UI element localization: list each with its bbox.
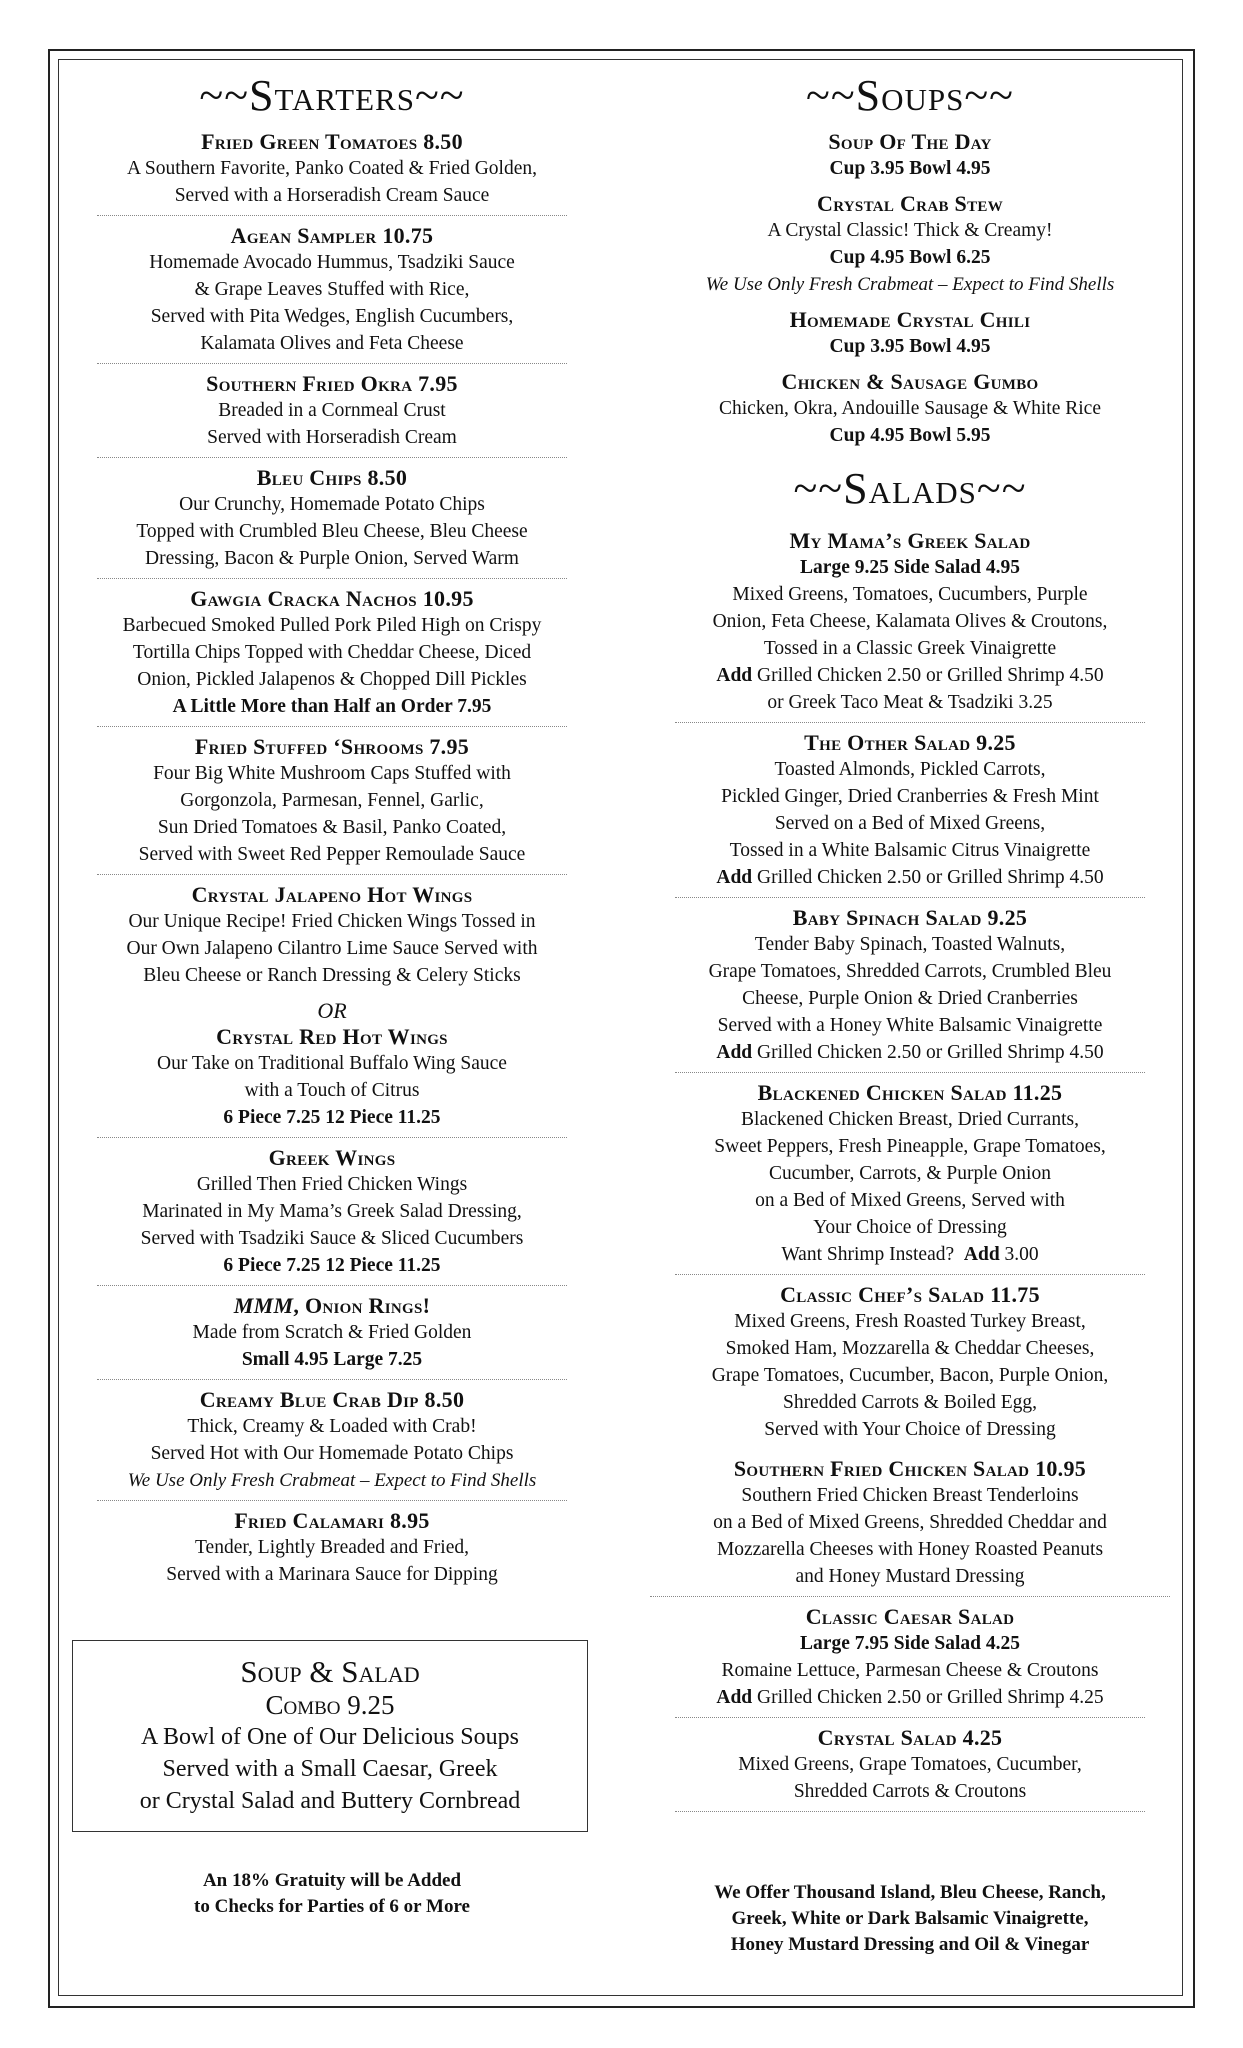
item-desc: Tender Baby Spinach, Toasted Walnuts, xyxy=(754,934,1066,955)
item-title: Crystal Salad 4.25 xyxy=(817,1725,1003,1750)
item-desc: Tossed in a White Balsamic Citrus Vinaigrette xyxy=(729,840,1091,861)
menu-item xyxy=(97,368,567,458)
item-desc: Sweet Peppers, Fresh Pineapple, Grape Tomatoes, xyxy=(714,1136,1106,1157)
item-desc: Our Unique Recipe! Fried Chicken Wings Tossed in xyxy=(128,911,536,932)
combo-title: Soup & Salad xyxy=(240,1654,420,1689)
menu-item xyxy=(675,727,1145,898)
starters-column xyxy=(72,70,592,1598)
want-shrimp-text: Want Shrimp Instead? xyxy=(781,1244,955,1265)
item-title: Chicken & Sausage Gumbo xyxy=(781,369,1039,394)
menu-item xyxy=(675,188,1145,300)
menu-item xyxy=(97,220,567,364)
item-add xyxy=(675,662,1145,689)
item-title xyxy=(97,1292,567,1319)
menu-item xyxy=(650,1453,1170,1597)
item-title: Crystal Jalapeno Hot Wings xyxy=(191,882,473,907)
item-title-rest: , Onion Rings! xyxy=(293,1293,431,1318)
item-desc: A Crystal Classic! Thick & Creamy! xyxy=(767,220,1053,241)
add-options: Grilled Chicken 2.50 or Grilled Shrimp 4.50 xyxy=(757,1042,1104,1063)
gratuity-line: to Checks for Parties of 6 or More xyxy=(194,1896,470,1917)
item-desc: Served with Your Choice of Dressing xyxy=(764,1419,1056,1440)
item-desc: Served with Horseradish Cream xyxy=(207,427,457,448)
combo-price: Combo 9.25 xyxy=(265,1690,395,1720)
item-desc: Toasted Almonds, Pickled Carrots, xyxy=(774,759,1046,780)
item-desc: Cheese, Purple Onion & Dried Cranberries xyxy=(742,988,1078,1009)
item-title: Fried Green Tomatoes 8.50 xyxy=(201,129,463,154)
dressing-note xyxy=(650,1880,1170,1958)
item-desc: Tossed in a Classic Greek Vinaigrette xyxy=(763,638,1057,659)
item-price: 6 Piece 7.25 12 Piece 11.25 xyxy=(223,1255,441,1276)
menu-item xyxy=(675,902,1145,1073)
item-desc: or Greek Taco Meat & Tsadziki 3.25 xyxy=(767,692,1053,713)
soups-heading: ~~Soups~~ xyxy=(806,71,1014,120)
item-desc: Romaine Lettuce, Parmesan Cheese & Croutons xyxy=(721,1660,1099,1681)
item-desc: Tortilla Chips Topped with Cheddar Cheese, Diced xyxy=(132,642,532,663)
item-desc: Shredded Carrots & Boiled Egg, xyxy=(782,1392,1037,1413)
dressing-line: Honey Mustard Dressing and Oil & Vinegar xyxy=(730,1934,1090,1955)
item-title: Bleu Chips 8.50 xyxy=(256,465,408,490)
menu-item xyxy=(97,1142,567,1286)
combo-desc: or Crystal Salad and Buttery Cornbread xyxy=(139,1788,521,1814)
item-desc: Onion, Pickled Jalapenos & Chopped Dill Pickles xyxy=(137,669,527,690)
gratuity-line: An 18% Gratuity will be Added xyxy=(202,1870,462,1891)
item-desc: Mixed Greens, Grape Tomatoes, Cucumber, xyxy=(738,1754,1082,1775)
item-note: We Use Only Fresh Crabmeat – Expect to Find Shells xyxy=(705,274,1115,295)
add-label: Add xyxy=(716,867,753,888)
combo-desc: A Bowl of One of Our Delicious Soups xyxy=(141,1724,519,1750)
dressing-line: We Offer Thousand Island, Bleu Cheese, Ranch, xyxy=(714,1882,1106,1903)
menu-item xyxy=(675,1077,1145,1275)
item-desc: Served with a Marinara Sauce for Dipping xyxy=(166,1564,498,1585)
item-title: My Mama’s Greek Salad xyxy=(789,528,1031,553)
item-desc: Our Take on Traditional Buffalo Wing Sauce xyxy=(157,1053,507,1074)
item-title: Baby Spinach Salad 9.25 xyxy=(792,905,1028,930)
add-options: Grilled Chicken 2.50 or Grilled Shrimp 4.50 xyxy=(757,867,1104,888)
item-desc: Smoked Ham, Mozzarella & Cheddar Cheeses, xyxy=(725,1338,1095,1359)
item-desc: Our Crunchy, Homemade Potato Chips xyxy=(179,494,485,515)
item-desc: Your Choice of Dressing xyxy=(813,1217,1007,1238)
item-desc: and Honey Mustard Dressing xyxy=(795,1566,1025,1587)
item-desc: with a Touch of Citrus xyxy=(244,1080,420,1101)
item-add xyxy=(675,1039,1145,1066)
item-desc: Served with Pita Wedges, English Cucumbers, xyxy=(150,306,514,327)
item-title: Greek Wings xyxy=(268,1145,396,1170)
add-price: 3.00 xyxy=(1004,1244,1039,1265)
add-label: Add xyxy=(716,1687,753,1708)
menu-item xyxy=(97,462,567,579)
or-separator: OR xyxy=(317,998,347,1023)
item-price: Large 7.95 Side Salad 4.25 xyxy=(800,1633,1020,1654)
menu-item xyxy=(97,731,567,875)
item-desc: Served with a Honey White Balsamic Vinaigrette xyxy=(717,1015,1103,1036)
item-desc: Shredded Carrots & Croutons xyxy=(793,1781,1027,1802)
menu-item xyxy=(97,999,567,1138)
menu-item xyxy=(675,525,1145,723)
item-desc: Southern Fried Chicken Breast Tenderloins xyxy=(741,1485,1079,1506)
item-price: Large 9.25 Side Salad 4.95 xyxy=(800,557,1020,578)
item-desc: Thick, Creamy & Loaded with Crab! xyxy=(187,1416,477,1437)
gratuity-note xyxy=(72,1868,592,1920)
item-desc: Barbecued Smoked Pulled Pork Piled High on Crispy xyxy=(122,615,542,636)
item-price: Small 4.95 Large 7.25 xyxy=(241,1349,423,1370)
item-desc: Mixed Greens, Fresh Roasted Turkey Breast, xyxy=(734,1311,1086,1332)
item-desc: Blackened Chicken Breast, Dried Currants, xyxy=(741,1109,1079,1130)
add-options: Grilled Chicken 2.50 or Grilled Shrimp 4.50 xyxy=(757,665,1104,686)
item-desc: Served on a Bed of Mixed Greens, xyxy=(774,813,1046,834)
item-desc: Gorgonzola, Parmesan, Fennel, Garlic, xyxy=(180,790,484,811)
item-desc: Served with Sweet Red Pepper Remoulade Sauce xyxy=(138,844,526,865)
item-desc: Homemade Avocado Hummus, Tsadziki Sauce xyxy=(149,252,515,273)
item-desc: on a Bed of Mixed Greens, Shredded Cheddar and xyxy=(713,1512,1107,1533)
soup-salad-combo-box xyxy=(72,1640,588,1832)
item-title: Crystal Crab Stew xyxy=(817,191,1003,216)
item-desc: on a Bed of Mixed Greens, Served with xyxy=(755,1190,1065,1211)
item-title: Blackened Chicken Salad 11.25 xyxy=(757,1080,1063,1105)
item-title: Homemade Crystal Chili xyxy=(789,307,1031,332)
item-desc: Marinated in My Mama’s Greek Salad Dressing, xyxy=(142,1201,522,1222)
starters-heading: ~~Starters~~ xyxy=(199,71,465,120)
item-price: A Little More than Half an Order 7.95 xyxy=(172,696,492,717)
menu-item xyxy=(97,1384,567,1501)
menu-item xyxy=(675,304,1145,362)
menu-item xyxy=(97,1290,567,1380)
item-desc: A Southern Favorite, Panko Coated & Fried Golden, xyxy=(127,158,537,179)
item-title: Classic Chef’s Salad 11.75 xyxy=(780,1282,1040,1307)
menu-item xyxy=(97,583,567,727)
add-label: Add xyxy=(716,1042,753,1063)
item-desc: Breaded in a Cornmeal Crust xyxy=(218,400,446,421)
item-add xyxy=(675,864,1145,891)
item-title: Soup Of The Day xyxy=(828,129,992,154)
add-options: Grilled Chicken 2.50 or Grilled Shrimp 4.25 xyxy=(757,1687,1104,1708)
menu-item xyxy=(97,879,567,995)
item-price: 6 Piece 7.25 12 Piece 11.25 xyxy=(223,1107,441,1128)
item-title: Classic Caesar Salad xyxy=(805,1604,1015,1629)
menu-item xyxy=(97,126,567,216)
item-desc: Grape Tomatoes, Shredded Carrots, Crumbled Bleu xyxy=(708,961,1112,982)
item-add xyxy=(675,1684,1145,1711)
menu-item xyxy=(675,366,1145,459)
item-desc: Dressing, Bacon & Purple Onion, Served Warm xyxy=(145,548,519,569)
menu-item xyxy=(675,1279,1145,1449)
item-desc: Pickled Ginger, Dried Cranberries & Fresh Mint xyxy=(721,786,1099,807)
item-desc: Our Own Jalapeno Cilantro Lime Sauce Served with xyxy=(126,938,538,959)
item-desc: Grilled Then Fried Chicken Wings xyxy=(196,1174,468,1195)
item-desc: Kalamata Olives and Feta Cheese xyxy=(200,333,464,354)
soups-salads-column xyxy=(650,70,1170,1816)
menu-item xyxy=(675,1601,1145,1718)
item-title: The Other Salad 9.25 xyxy=(804,730,1016,755)
item-title: Fried Stuffed ‘Shrooms 7.95 xyxy=(194,734,470,759)
item-price: Cup 4.95 Bowl 5.95 xyxy=(829,425,991,446)
item-desc: Served with a Horseradish Cream Sauce xyxy=(174,185,490,206)
item-desc: Mixed Greens, Tomatoes, Cucumbers, Purple xyxy=(732,584,1088,605)
item-title: Creamy Blue Crab Dip 8.50 xyxy=(199,1387,465,1412)
combo-desc: Served with a Small Caesar, Greek xyxy=(162,1756,498,1782)
item-title: Fried Calamari 8.95 xyxy=(234,1508,430,1533)
item-title-italic: MMM xyxy=(233,1293,294,1318)
item-desc: Served Hot with Our Homemade Potato Chips xyxy=(150,1443,514,1464)
item-desc: Four Big White Mushroom Caps Stuffed with xyxy=(153,763,511,784)
add-label: Add xyxy=(963,1244,1000,1265)
item-desc: Bleu Cheese or Ranch Dressing & Celery Sticks xyxy=(143,965,521,986)
item-add xyxy=(675,1241,1145,1268)
menu-item xyxy=(675,126,1145,184)
item-title: Southern Fried Chicken Salad 10.95 xyxy=(733,1456,1087,1481)
item-desc: Served with Tsadziki Sauce & Sliced Cucumbers xyxy=(140,1228,524,1249)
menu-item xyxy=(97,1505,567,1594)
item-price: Cup 3.95 Bowl 4.95 xyxy=(829,158,991,179)
item-desc: & Grape Leaves Stuffed with Rice, xyxy=(194,279,470,300)
item-desc: Mozzarella Cheeses with Honey Roasted Peanuts xyxy=(716,1539,1104,1560)
item-title: Agean Sampler 10.75 xyxy=(230,223,434,248)
item-title: Crystal Red Hot Wings xyxy=(216,1024,448,1049)
item-price: Cup 3.95 Bowl 4.95 xyxy=(829,336,991,357)
salads-heading: ~~Salads~~ xyxy=(793,464,1027,513)
dressing-line: Greek, White or Dark Balsamic Vinaigrette, xyxy=(731,1908,1089,1929)
item-desc: Made from Scratch & Fried Golden xyxy=(192,1322,472,1343)
item-desc: Tender, Lightly Breaded and Fried, xyxy=(194,1537,470,1558)
item-title: Southern Fried Okra 7.95 xyxy=(206,371,458,396)
item-desc: Cucumber, Carrots, & Purple Onion xyxy=(769,1163,1051,1184)
menu-item xyxy=(675,1722,1145,1812)
item-desc: Grape Tomatoes, Cucumber, Bacon, Purple Onion, xyxy=(711,1365,1109,1386)
item-desc: Onion, Feta Cheese, Kalamata Olives & Croutons, xyxy=(712,611,1108,632)
item-desc: Topped with Crumbled Bleu Cheese, Bleu Cheese xyxy=(136,521,528,542)
item-note: We Use Only Fresh Crabmeat – Expect to Find Shells xyxy=(127,1470,537,1491)
item-price: Cup 4.95 Bowl 6.25 xyxy=(829,247,991,268)
item-desc: Sun Dried Tomatoes & Basil, Panko Coated, xyxy=(157,817,507,838)
item-desc: Chicken, Okra, Andouille Sausage & White Rice xyxy=(719,398,1101,419)
item-title: Gawgia Cracka Nachos 10.95 xyxy=(190,586,474,611)
add-label: Add xyxy=(716,665,753,686)
